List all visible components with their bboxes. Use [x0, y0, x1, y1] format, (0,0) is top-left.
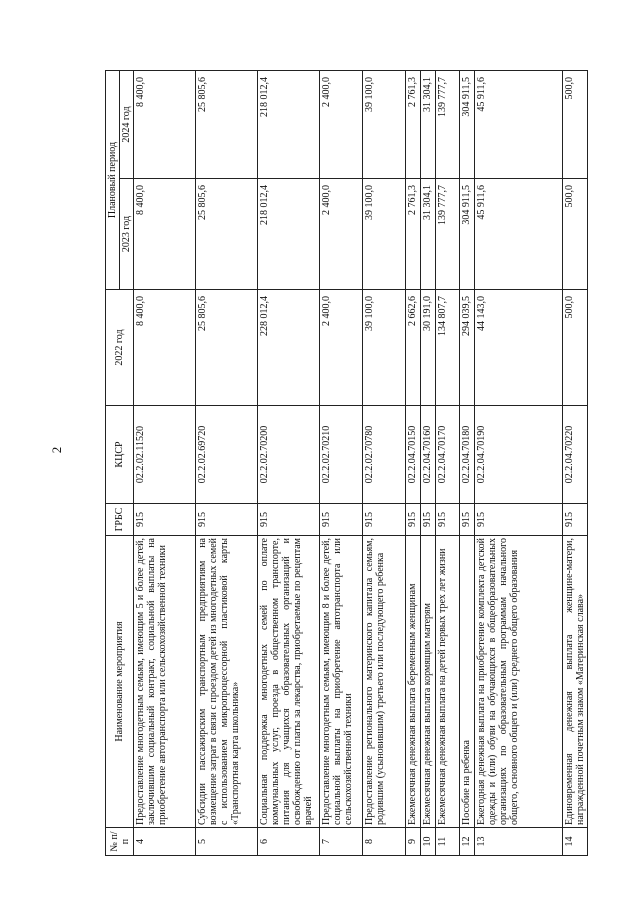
rotated-table-container — [105, 71, 586, 856]
row-2022: 294 039,5 — [460, 290, 475, 406]
row-name: Единовременная денежная выплата женщине-матери, награжденной почетным знаком «Материнская слава» — [563, 536, 588, 828]
row-2023: 139 777,7 — [436, 179, 460, 290]
row-grbs: 915 — [363, 504, 406, 536]
row-grbs: 915 — [134, 504, 196, 536]
row-kcsr: 02.2.04.70220 — [563, 406, 588, 504]
table-row — [134, 71, 196, 856]
row-2024: 2 761,3 — [406, 71, 421, 179]
row-grbs: 915 — [196, 504, 258, 536]
row-name: Предоставление многодетным семьям, имеющим 5 и более детей, заключившим социальный контракт, социальной выплаты на приобретение автотранспорта или сельскохозяйственной техники — [134, 536, 196, 828]
row-kcsr: 02.2.04.70180 — [460, 406, 475, 504]
row-2024: 39 100,0 — [363, 71, 406, 179]
row-name: Предоставление многодетным семьям, имеющим 8 и более детей, социальной выплаты на приобретение автотранспорта или сельскохозяйственной техники — [320, 536, 363, 828]
row-2024: 25 805,6 — [196, 71, 258, 179]
header-kcsr: КЦСР — [106, 406, 134, 504]
row-2023: 500,0 — [563, 179, 588, 290]
row-2023: 39 100,0 — [363, 179, 406, 290]
row-kcsr: 02.2.04.70190 — [475, 406, 563, 504]
row-name: Ежемесячная денежная выплата беременным женщинам — [406, 536, 421, 828]
table-row — [406, 71, 421, 856]
row-kcsr: 02.2.02.11520 — [134, 406, 196, 504]
row-2024: 218 012,4 — [258, 71, 320, 179]
row-2023: 25 805,6 — [196, 179, 258, 290]
row-2022: 8 400,0 — [134, 290, 196, 406]
row-2024: 45 911,6 — [475, 71, 563, 179]
row-num: 12 — [460, 828, 475, 856]
row-2024: 500,0 — [563, 71, 588, 179]
row-2022: 2 662,6 — [406, 290, 421, 406]
row-2022: 2 400,0 — [320, 290, 363, 406]
row-2024: 2 400,0 — [320, 71, 363, 179]
row-num: 8 — [363, 828, 406, 856]
header-2022: 2022 год — [106, 290, 134, 406]
row-num: 6 — [258, 828, 320, 856]
table-row — [320, 71, 363, 856]
row-grbs: 915 — [421, 504, 436, 536]
header-grbs: ГРБС — [106, 504, 134, 536]
header-2024: 2024 год — [120, 71, 134, 179]
row-grbs: 915 — [258, 504, 320, 536]
row-grbs: 915 — [320, 504, 363, 536]
row-2023: 218 012,4 — [258, 179, 320, 290]
table-row — [436, 71, 460, 856]
row-2023: 8 400,0 — [134, 179, 196, 290]
row-2023: 304 911,5 — [460, 179, 475, 290]
budget-table — [105, 70, 588, 856]
row-grbs: 915 — [563, 504, 588, 536]
table-row — [363, 71, 406, 856]
row-2024: 8 400,0 — [134, 71, 196, 179]
row-num: 13 — [475, 828, 563, 856]
header-planned-period: Плановый период — [106, 71, 120, 290]
row-2022: 134 807,7 — [436, 290, 460, 406]
header-name: Наименование мероприятия — [106, 536, 134, 828]
row-2022: 228 012,4 — [258, 290, 320, 406]
row-name: Ежемесячная денежная выплата кормящим матерям — [421, 536, 436, 828]
table-row — [460, 71, 475, 856]
row-name: Субсидии пассажирским транспортным предприятиям на возмещение затрат в связи с проездом детей из многодетных семей с использованием микропроцессорной пластиковой карты «Транспортная карта школьника» — [196, 536, 258, 828]
row-grbs: 915 — [460, 504, 475, 536]
header-num: № п/п — [106, 828, 134, 856]
row-2022: 44 143,0 — [475, 290, 563, 406]
row-kcsr: 02.2.02.70210 — [320, 406, 363, 504]
row-kcsr: 02.2.04.70160 — [421, 406, 436, 504]
row-num: 5 — [196, 828, 258, 856]
row-2022: 25 805,6 — [196, 290, 258, 406]
row-num: 9 — [406, 828, 421, 856]
row-name: Ежемесячная денежная выплата на детей первых трех лет жизни — [436, 536, 460, 828]
row-grbs: 915 — [475, 504, 563, 536]
row-kcsr: 02.2.04.70170 — [436, 406, 460, 504]
table-row — [258, 71, 320, 856]
row-kcsr: 02.2.02.70200 — [258, 406, 320, 504]
row-num: 14 — [563, 828, 588, 856]
table-row — [475, 71, 563, 856]
row-num: 7 — [320, 828, 363, 856]
table-row — [563, 71, 588, 856]
row-grbs: 915 — [406, 504, 421, 536]
row-num: 10 — [421, 828, 436, 856]
row-num: 11 — [436, 828, 460, 856]
table-row — [421, 71, 436, 856]
row-kcsr: 02.2.02.70780 — [363, 406, 406, 504]
row-grbs: 915 — [436, 504, 460, 536]
header-2023: 2023 год — [120, 179, 134, 290]
row-name: Предоставление регионального материнского капитала семьям, родившим (усыновившим) третьего или последующего ребенка — [363, 536, 406, 828]
row-2022: 500,0 — [563, 290, 588, 406]
row-2023: 45 911,6 — [475, 179, 563, 290]
row-name: Социальная поддержка многодетных семей по оплате коммунальных услуг, проезда в общественном транспорте, питания для учащихся образовательных организаций и освобождению от платы за лекарства, приобретаемые по рецептам врачей — [258, 536, 320, 828]
row-2022: 39 100,0 — [363, 290, 406, 406]
table-row — [196, 71, 258, 856]
row-num: 4 — [134, 828, 196, 856]
row-2023: 2 400,0 — [320, 179, 363, 290]
row-2022: 30 191,0 — [421, 290, 436, 406]
row-kcsr: 02.2.04.70150 — [406, 406, 421, 504]
row-kcsr: 02.2.02.69720 — [196, 406, 258, 504]
row-2024: 304 911,5 — [460, 71, 475, 179]
row-name: Ежегодная денежная выплата на приобретение комплекта детской одежды и (или) обуви на обучающихся в общеобразовательных организациях по образовательным программам начального общего, основного общего и (или) среднего общего образования — [475, 536, 563, 828]
row-2024: 31 304,1 — [421, 71, 436, 179]
page-number: 2 — [49, 446, 64, 454]
row-2023: 31 304,1 — [421, 179, 436, 290]
row-2024: 139 777,7 — [436, 71, 460, 179]
row-name: Пособие на ребенка — [460, 536, 475, 828]
row-2023: 2 761,3 — [406, 179, 421, 290]
